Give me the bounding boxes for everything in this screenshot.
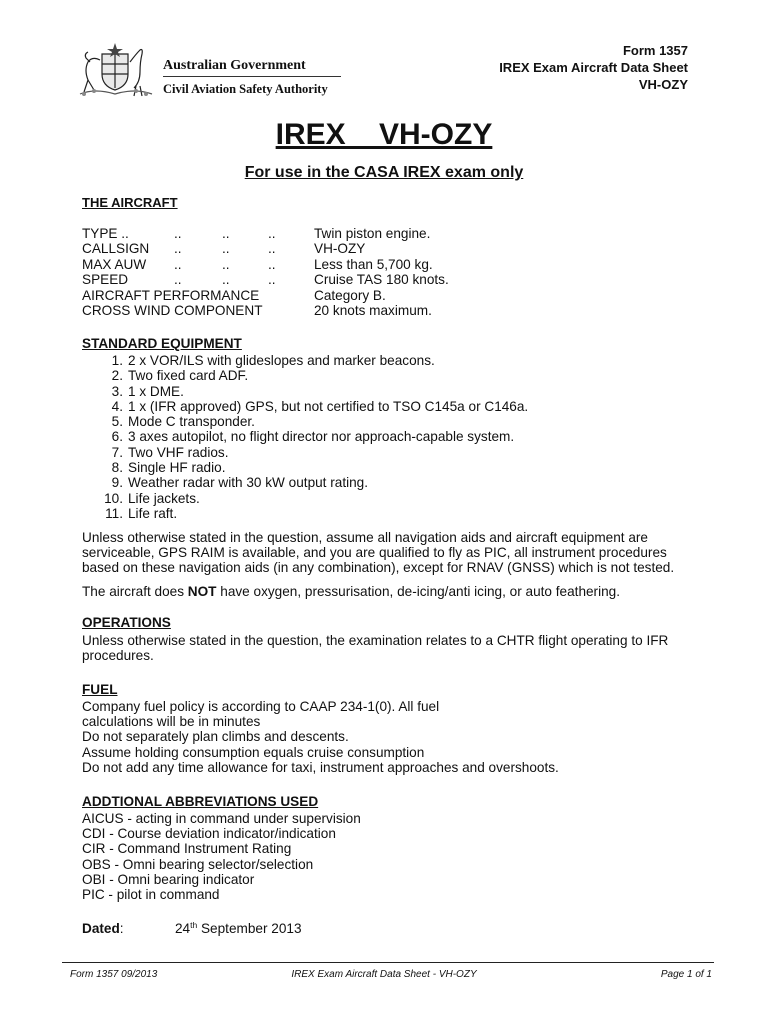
list-number: 10. [104, 490, 123, 506]
form-registration: VH-OZY [638, 77, 688, 92]
coat-of-arms-logo [70, 40, 160, 102]
list-item: OBI - Omni bearing indicator [82, 871, 255, 887]
list-item: OBS - Omni bearing selector/selection [82, 856, 314, 872]
spec-value: Twin piston engine. [314, 226, 431, 241]
spec-leader: .. [174, 256, 182, 272]
list-text: Mode C transponder. [128, 414, 255, 430]
spec-label: CALLSIGN [82, 241, 150, 257]
section-heading-fuel: FUEL [82, 682, 118, 697]
fuel-line: Assume holding consumption equals cruise consumption [82, 744, 425, 760]
list-number: 6. [111, 429, 123, 445]
list-number: 8. [111, 460, 123, 476]
form-number: Form 1357 [622, 43, 688, 58]
footer-divider [62, 962, 714, 963]
list-number: 5. [111, 414, 123, 430]
spec-value: Less than 5,700 kg. [314, 256, 433, 272]
dated-value [175, 921, 302, 936]
dated-month-year: September 2013 [197, 921, 302, 936]
list-text: Life jackets. [128, 490, 200, 506]
list-text: Single HF radio. [128, 460, 226, 476]
equipment-note: Unless otherwise stated in the question, assume all navigation aids and aircraft equipment are serviceable, GPS RAIM is available, and you are qualified to fly as PIC, all instrument procedures based on these navigation aids (in any combination), except for RNAV (GNSS) which is not tested. [82, 530, 675, 576]
list-text: Two fixed card ADF. [128, 368, 249, 384]
list-text: Weather radar with 30 kW output rating. [128, 475, 369, 491]
section-heading-abbreviations: ADDTIONAL ABBREVIATIONS USED [82, 794, 319, 809]
list-number: 4. [111, 398, 123, 414]
fuel-line: Do not separately plan climbs and descents. [82, 729, 349, 745]
list-item: CIR - Command Instrument Rating [82, 841, 292, 857]
exclusions-suffix: have oxygen, pressurisation, de-icing/anti icing, or auto feathering. [216, 584, 621, 599]
spec-leader: .. [222, 256, 230, 272]
abbreviation-list [82, 811, 361, 902]
spec-value: VH-OZY [314, 241, 366, 257]
spec-value: Cruise TAS 180 knots. [314, 272, 449, 288]
section-heading-aircraft: THE AIRCRAFT [82, 195, 178, 210]
list-text: 3 axes autopilot, no flight director nor approach-capable system. [128, 429, 515, 445]
fuel-line: Do not add any time allowance for taxi, instrument approaches and overshoots. [82, 759, 559, 775]
spec-value: 20 knots maximum. [314, 302, 432, 318]
spec-label: CROSS WIND COMPONENT [82, 302, 263, 318]
spec-value: Category B. [314, 287, 386, 303]
exclusions-emphasis: NOT [187, 584, 217, 599]
spec-leader: .. [268, 241, 276, 257]
spec-leader: .. [174, 226, 182, 241]
list-number: 3. [111, 383, 123, 399]
page-subtitle: For use in the CASA IREX exam only [244, 164, 524, 181]
dated-ordinal: th [190, 920, 198, 930]
spec-leader: .. [268, 272, 276, 288]
spec-label: TYPE .. [82, 226, 129, 241]
fuel-text [82, 699, 559, 775]
list-text: 2 x VOR/ILS with glideslopes and marker beacons. [128, 353, 435, 368]
spec-label: MAX AUW [82, 256, 147, 272]
equipment-exclusions [82, 584, 702, 599]
spec-leader: .. [268, 256, 276, 272]
dated-label [82, 921, 124, 936]
list-number: 1. [111, 353, 123, 368]
list-number: 2. [111, 368, 123, 384]
list-text: Life raft. [128, 505, 178, 521]
section-heading-equipment: STANDARD EQUIPMENT [82, 336, 242, 351]
form-header [499, 42, 688, 93]
form-title: IREX Exam Aircraft Data Sheet [499, 60, 688, 75]
spec-leader: .. [174, 241, 182, 257]
dated-day: 24 [175, 921, 191, 936]
header-divider [163, 76, 341, 77]
authority-name: Civil Aviation Safety Authority [163, 82, 328, 96]
list-item: AICUS - acting in command under supervision [82, 811, 361, 826]
list-text: Two VHF radios. [128, 444, 229, 460]
list-number: 11. [105, 505, 123, 521]
government-name: Australian Government [163, 58, 306, 73]
spec-leader: .. [222, 241, 230, 257]
list-item: CDI - Course deviation indicator/indication [82, 826, 336, 842]
footer-title: IREX Exam Aircraft Data Sheet - VH-OZY [291, 969, 477, 980]
list-item: PIC - pilot in command [82, 887, 220, 903]
exclusions-prefix: The aircraft does [82, 584, 188, 599]
spec-leader: .. [222, 272, 230, 288]
list-number: 9. [111, 475, 123, 491]
page-title: IREX VH-OZY [275, 118, 493, 151]
operations-text: Unless otherwise stated in the question, the examination relates to a CHTR flight operating to IFR procedures. [82, 633, 669, 664]
list-text: 1 x (IFR approved) GPS, but not certified to TSO C145a or C146a. [128, 398, 529, 414]
spec-label: SPEED [82, 272, 129, 288]
list-text: 1 x DME. [128, 383, 184, 399]
section-heading-operations: OPERATIONS [82, 615, 171, 630]
fuel-line: Company fuel policy is according to CAAP 234-1(0). All fuel [82, 699, 440, 714]
dated-label-text: Dated [82, 921, 120, 936]
spec-label: AIRCRAFT PERFORMANCE [82, 287, 260, 303]
spec-leader: .. [222, 226, 230, 241]
footer-form-id: Form 1357 09/2013 [70, 969, 158, 980]
spec-leader: .. [268, 226, 276, 241]
dated-colon: : [119, 921, 124, 936]
spec-leader: .. [174, 272, 182, 288]
fuel-line: calculations will be in minutes [82, 714, 261, 730]
list-number: 7. [111, 444, 123, 460]
footer-page-number: Page 1 of 1 [660, 969, 712, 980]
